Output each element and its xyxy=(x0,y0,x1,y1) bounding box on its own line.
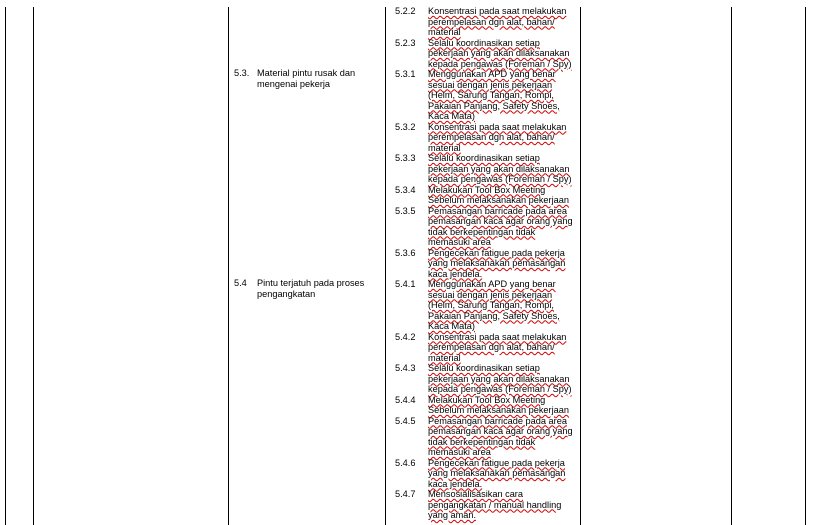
control-number: 5.4.4 xyxy=(395,394,416,405)
control-item xyxy=(395,395,580,416)
control-item xyxy=(395,363,580,395)
control-number: 5.4.2 xyxy=(395,331,416,342)
control-text: Selalu koordinasikan setiap pekerjaan yang akan dilaksanakan kepada pengawas (Foreman / Spy) xyxy=(428,153,572,184)
control-item xyxy=(395,332,580,364)
control-text: Pengecekan fatigue pada pekerja yang melaksanakan pemasangan kaca jendela. xyxy=(428,247,566,279)
hazard-number: 5.3. xyxy=(234,68,250,78)
control-item xyxy=(395,248,580,280)
control-number: 5.2.2 xyxy=(395,6,416,16)
control-item xyxy=(395,458,580,490)
control-measures-list xyxy=(395,6,580,521)
table-border-left xyxy=(5,7,6,525)
control-number: 5.4.5 xyxy=(395,415,416,426)
hazard-text: Material pintu rusak dan mengenai pekerja xyxy=(257,68,356,89)
control-item xyxy=(395,279,580,332)
control-text: Konsentrasi pada saat melakukan perempelasan dgn alat, bahan/ material xyxy=(428,331,567,363)
column-divider xyxy=(228,7,229,525)
control-text: Melakukan Tool Box Meeting Sebelum melaksanakan pekerjaan xyxy=(428,184,569,205)
control-number: 5.4.3 xyxy=(395,363,416,373)
control-number: 5.3.4 xyxy=(395,184,416,195)
column-divider xyxy=(731,7,732,525)
control-number: 5.3.1 xyxy=(395,69,416,79)
control-text: Menggunakan APD yang benar sesuai dengan jenis pekerjaan (Helm, Sarung Tangan, Rompi, Pakaian Panjang, Safety Shoes, Kaca Mata) xyxy=(428,279,560,331)
control-text: Menggunakan APD yang benar sesuai dengan jenis pekerjaan (Helm, Sarung Tangan, Rompi, Pakaian Panjang, Safety Shoes, Kaca Mata) xyxy=(428,69,560,121)
control-item xyxy=(395,69,580,122)
hazard-number: 5.4 xyxy=(234,278,247,288)
control-item xyxy=(395,122,580,154)
control-number: 5.2.3 xyxy=(395,37,416,48)
control-text: Konsentrasi pada saat melakukan perempelasan dgn alat, bahan/ material xyxy=(428,121,567,153)
hazard-item xyxy=(234,68,384,89)
control-number: 5.4.6 xyxy=(395,457,416,468)
control-number: 5.3.6 xyxy=(395,247,416,258)
control-text: Mensosialisasikan cara pengangkatan / manual handling yang aman. xyxy=(428,489,562,520)
control-text: Selalu koordinasikan setiap pekerjaan yang akan dilaksanakan kepada pengawas (Foreman / Spy) xyxy=(428,363,572,394)
column-divider xyxy=(580,7,581,525)
hazard-text: Pintu terjatuh pada proses pengangkatan xyxy=(257,278,365,299)
control-text: Melakukan Tool Box Meeting Sebelum melaksanakan pekerjaan xyxy=(428,394,569,415)
control-text: Pengecekan fatigue pada pekerja yang melaksanakan pemasangan kaca jendela. xyxy=(428,457,566,489)
control-text: Selalu koordinasikan setiap pekerjaan yang akan dilaksanakan kepada pengawas (Foreman / Spy) xyxy=(428,37,572,69)
control-item xyxy=(395,416,580,458)
control-number: 5.3.5 xyxy=(395,205,416,216)
control-number: 5.4.7 xyxy=(395,489,416,499)
column-divider xyxy=(33,7,34,525)
control-item xyxy=(395,6,580,38)
control-number: 5.3.3 xyxy=(395,153,416,163)
control-number: 5.3.2 xyxy=(395,121,416,132)
control-item xyxy=(395,206,580,248)
control-item xyxy=(395,185,580,206)
table-border-right xyxy=(805,7,806,525)
control-item xyxy=(395,489,580,521)
control-item xyxy=(395,38,580,70)
control-text: Konsentrasi pada saat melakukan perempelasan dgn alat, bahan/ material xyxy=(428,6,567,37)
control-text: Pemasangan barricade pada area pemasangan kaca agar orang yang tidak berkepentingan tidak memasuki area xyxy=(428,415,573,457)
control-text: Pemasangan barricade pada area pemasangan kaca agar orang yang tidak berkepentingan tidak memasuki area xyxy=(428,205,573,247)
column-divider xyxy=(385,7,386,525)
control-number: 5.4.1 xyxy=(395,279,416,289)
hazard-item xyxy=(234,278,384,299)
control-item xyxy=(395,153,580,185)
